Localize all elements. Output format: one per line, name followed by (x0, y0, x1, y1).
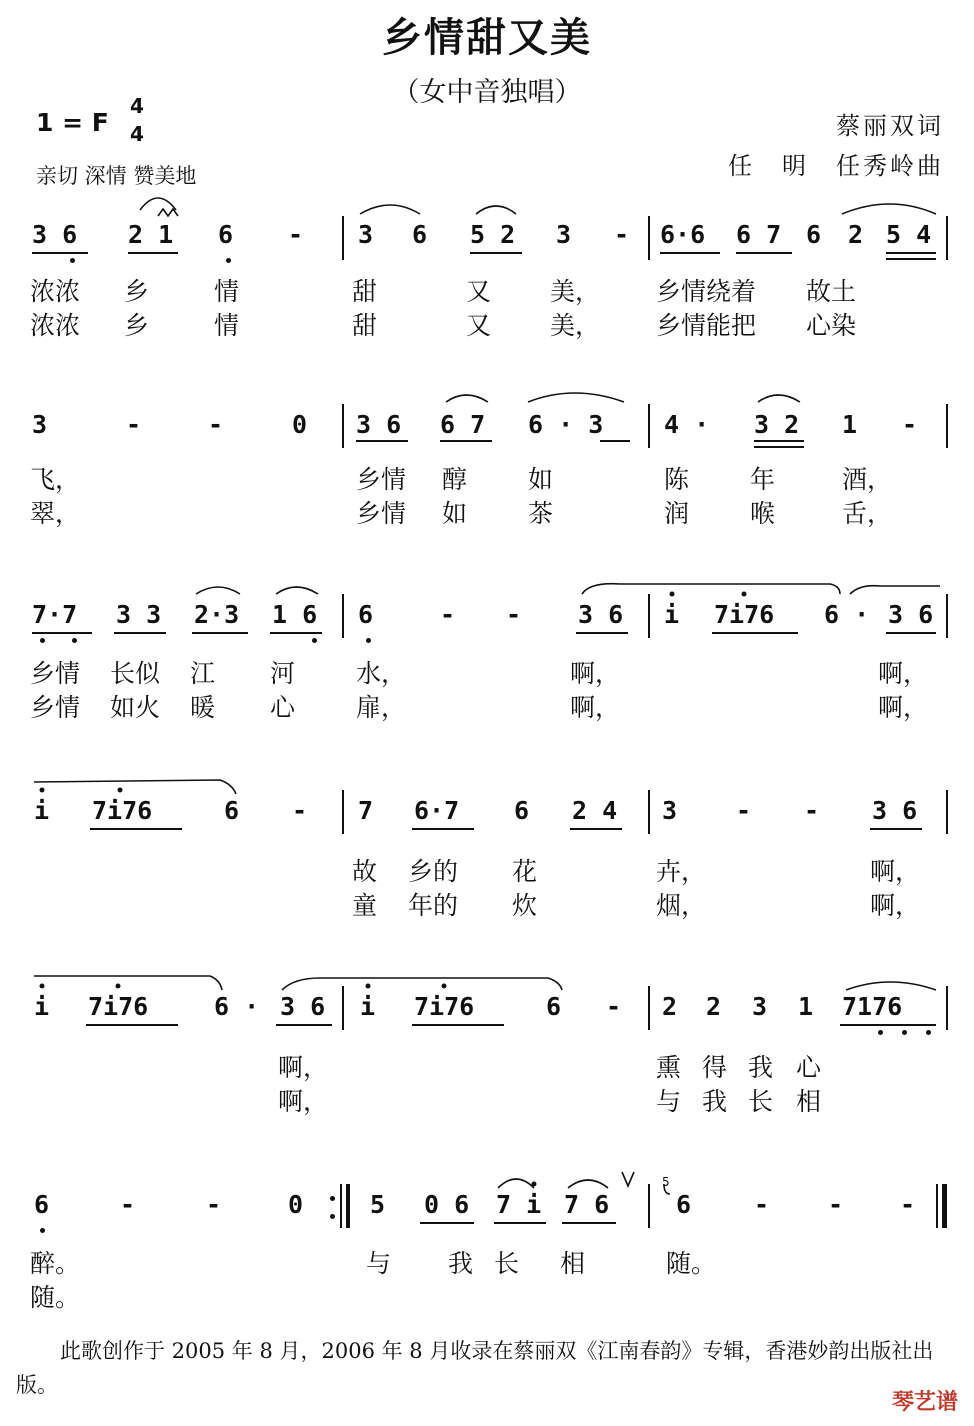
slur (476, 206, 516, 214)
breath-mark (622, 1172, 634, 1186)
slur (758, 395, 800, 402)
note: 6 (224, 796, 240, 825)
note: 2·3 (194, 600, 240, 629)
lyrics-row-4-verse-2 (30, 886, 950, 920)
high-octave-dot (532, 1182, 537, 1187)
high-octave-dot (670, 592, 675, 597)
note: - (614, 220, 630, 249)
lyrics-row-5-verse-2 (30, 1082, 950, 1116)
lyric: 心 (796, 1053, 822, 1082)
lyric: 乡的 (408, 857, 459, 886)
lyric: 陈 (664, 465, 690, 494)
low-octave-dot (312, 638, 317, 643)
note: 3 3 (116, 600, 162, 629)
underline (712, 632, 798, 634)
underline (128, 252, 178, 254)
slur (446, 395, 488, 402)
underline (494, 1222, 546, 1224)
slur (582, 584, 840, 594)
lyric: 又 (466, 277, 492, 306)
underline (86, 1024, 178, 1026)
lyric: 啊， (570, 659, 621, 688)
high-octave-dot (366, 984, 371, 989)
note: 6 (34, 1190, 50, 1219)
low-octave-dot (878, 1030, 883, 1035)
lyrics-row-1-verse-1 (30, 272, 950, 306)
note: - (206, 1190, 222, 1219)
slur (528, 393, 624, 402)
note: 3 2 (754, 410, 800, 439)
lyric: 喉 (750, 499, 776, 528)
lyric: 扉， (356, 693, 407, 722)
note: - (606, 992, 622, 1021)
note: 1 6 (272, 600, 318, 629)
note: - (440, 600, 456, 629)
lyric: 长 (748, 1087, 774, 1116)
lyrics-row-2-verse-1 (30, 460, 950, 494)
low-octave-dot (926, 1030, 931, 1035)
underline (192, 632, 248, 634)
note: 7176 (842, 992, 903, 1021)
lyric: 故土 (806, 277, 857, 306)
underline (412, 828, 474, 830)
underline (576, 632, 628, 634)
note: - (208, 410, 224, 439)
lyric: 又 (466, 311, 492, 340)
lyric: 甜 (352, 277, 378, 306)
note: 0 (292, 410, 308, 439)
barline (342, 216, 344, 260)
slur (282, 978, 562, 990)
lyrics-row-6-verse-1 (30, 1244, 950, 1278)
note: 1 (798, 992, 814, 1021)
note: - (292, 796, 308, 825)
lyric: 醉。 (30, 1249, 81, 1278)
note: - (902, 410, 918, 439)
key-signature: 1 = F (36, 108, 109, 137)
underline (870, 828, 922, 830)
final-barline (936, 1184, 938, 1228)
repeat-dot (330, 1196, 335, 1201)
lyrics-row-6-verse-2 (30, 1278, 950, 1312)
note: 2 (662, 992, 678, 1021)
underline (886, 258, 936, 260)
barline (946, 986, 948, 1030)
repeat-barline (346, 1184, 350, 1228)
note: 7i76 (88, 992, 149, 1021)
high-octave-dot (742, 592, 747, 597)
note: 3 6 (872, 796, 918, 825)
note: 7·7 (32, 600, 78, 629)
note: 3 6 (280, 992, 326, 1021)
lyric: 水， (356, 659, 407, 688)
lyric: 长似 (110, 659, 161, 688)
underline (420, 1222, 474, 1224)
barline (648, 594, 650, 638)
lyric: 河 (270, 659, 296, 688)
time-signature-top: 4 (130, 94, 144, 118)
barline (648, 404, 650, 448)
slur (360, 205, 420, 214)
repeat-dot (330, 1214, 335, 1219)
slur (498, 1179, 534, 1188)
notation-row-3 (30, 600, 950, 640)
footnote: 此歌创作于 2005 年 8 月，2006 年 8 月收录在蔡丽双《江南春韵》专辑，香港妙韵出版社出版。 (16, 1339, 934, 1397)
lyric: 啊， (278, 1053, 329, 1082)
slur (34, 780, 236, 794)
lyrics-row-1-verse-2 (30, 306, 950, 340)
lyric: 花 (512, 857, 538, 886)
underline (660, 252, 720, 254)
underline (276, 1024, 332, 1026)
note: - (736, 796, 752, 825)
lyric: 相 (560, 1249, 586, 1278)
note: 1 (842, 410, 858, 439)
lyric: 乡情能把 (656, 311, 757, 340)
note: 6 7 (440, 410, 486, 439)
lyric: 啊， (278, 1087, 329, 1116)
lyric: 故 (352, 857, 378, 886)
note: i (34, 992, 50, 1021)
barline (946, 790, 948, 834)
slur (846, 982, 936, 990)
note: 0 (288, 1190, 304, 1219)
barline (342, 594, 344, 638)
note: 3 (32, 410, 48, 439)
note: 6 · (214, 992, 260, 1021)
note: - (804, 796, 820, 825)
lyric: 烟， (656, 891, 707, 920)
lyric: 卉， (656, 857, 707, 886)
note: 6 · 3 (528, 410, 604, 439)
lyric: 翠， (30, 499, 81, 528)
note: 7 6 (564, 1190, 610, 1219)
lyric: 甜 (352, 311, 378, 340)
high-octave-dot (40, 788, 45, 793)
slur (842, 204, 936, 214)
barline (946, 216, 948, 260)
note: - (754, 1190, 770, 1219)
lyric: 如 (442, 499, 468, 528)
note: 5 (370, 1190, 386, 1219)
lyric: 茶 (528, 499, 554, 528)
note: 2 4 (572, 796, 618, 825)
slur (850, 586, 940, 594)
lyric: 酒， (842, 465, 893, 494)
lyrics-row-5-verse-1 (30, 1048, 950, 1082)
note: 2 (848, 220, 864, 249)
lyric: 浓浓 (30, 311, 81, 340)
note: 6 7 (736, 220, 782, 249)
note: 6 (514, 796, 530, 825)
underline (270, 632, 322, 634)
lyric: 乡情绕着 (656, 277, 757, 306)
site-logo: 琴艺谱 (891, 1390, 958, 1415)
lyric: 润 (664, 499, 690, 528)
lyric: 飞， (30, 465, 81, 494)
note: i (34, 796, 50, 825)
lyric: 啊， (870, 857, 921, 886)
lyric: 啊， (878, 659, 929, 688)
lyric: 与 (366, 1249, 392, 1278)
grace-note: 5 (662, 1175, 670, 1189)
lyric: 与 (656, 1087, 682, 1116)
lyric: 美， (550, 311, 601, 340)
lyric: 乡情 (30, 693, 81, 722)
barline (648, 1184, 650, 1228)
low-octave-dot (902, 1030, 907, 1035)
lyric: 醇 (442, 465, 468, 494)
lyric: 啊， (570, 693, 621, 722)
low-octave-dot (40, 638, 45, 643)
barline (946, 404, 948, 448)
slur (34, 976, 222, 990)
note: 3 (358, 220, 374, 249)
lyric: 乡情 (356, 465, 407, 494)
song-title: 乡情甜又美 (382, 14, 592, 61)
note: 6 (546, 992, 562, 1021)
lyric: 我 (448, 1249, 474, 1278)
underline (470, 252, 522, 254)
barline (342, 404, 344, 448)
note: 7i76 (714, 600, 775, 629)
lyric: 得 (702, 1053, 728, 1082)
lyric: 童 (352, 891, 378, 920)
barline (946, 594, 948, 638)
lyric: 暖 (190, 693, 216, 722)
lyric: 炊 (512, 891, 538, 920)
lyric: 随。 (666, 1249, 717, 1278)
lyrics-row-3-verse-1 (30, 654, 950, 688)
low-octave-dot (366, 638, 371, 643)
lyric: 美， (550, 277, 601, 306)
underline (440, 440, 492, 442)
lyric: 如火 (110, 693, 161, 722)
note: 5 2 (470, 220, 516, 249)
lyric: 乡 (124, 311, 150, 340)
lyric: 情 (214, 311, 240, 340)
underline (114, 632, 166, 634)
note: 3 6 (32, 220, 78, 249)
underline (736, 252, 792, 254)
repeat-barline (340, 1184, 342, 1228)
note: 6·6 (660, 220, 706, 249)
low-octave-dot (226, 258, 231, 263)
lyric: 熏 (656, 1053, 682, 1082)
barline (648, 790, 650, 834)
barline (342, 790, 344, 834)
lyric: 相 (796, 1087, 822, 1116)
lyric: 年的 (408, 891, 459, 920)
underline (600, 440, 630, 442)
composer: 任 明 任秀岭曲 (728, 152, 944, 180)
notation-row-1 (30, 220, 950, 260)
mordent-mark (158, 209, 178, 216)
low-octave-dot (70, 258, 75, 263)
underline (886, 632, 936, 634)
lyric: 江 (190, 659, 216, 688)
high-octave-dot (116, 984, 121, 989)
note: 3 (662, 796, 678, 825)
tempo-marking: 亲切 深情 赞美地 (36, 164, 197, 188)
lyric: 随。 (30, 1283, 81, 1312)
note: 0 6 (424, 1190, 470, 1219)
note: 3 6 (888, 600, 934, 629)
notation-row-4 (30, 796, 950, 836)
note: - (828, 1190, 844, 1219)
lyric: 心染 (806, 311, 857, 340)
note: 7 i (496, 1190, 542, 1219)
lyric: 我 (702, 1087, 728, 1116)
lyric: 我 (748, 1053, 774, 1082)
underline (356, 440, 408, 442)
barline (648, 216, 650, 260)
note: 2 1 (128, 220, 174, 249)
lyric: 舌， (842, 499, 893, 528)
high-octave-dot (118, 788, 123, 793)
note: 7i76 (414, 992, 475, 1021)
lyric: 乡情 (30, 659, 81, 688)
note: 6 (218, 220, 234, 249)
underline (32, 252, 88, 254)
high-octave-dot (442, 984, 447, 989)
lyric: 年 (750, 465, 776, 494)
underline (90, 828, 182, 830)
lyricist: 蔡丽双词 (836, 112, 944, 140)
notation-row-6 (30, 1190, 950, 1230)
underline (754, 446, 804, 448)
underline (562, 1222, 616, 1224)
underline (570, 828, 622, 830)
note: 6 (358, 600, 374, 629)
note: 3 (752, 992, 768, 1021)
time-signature-bottom: 4 (130, 122, 144, 146)
slur (140, 198, 176, 210)
lyrics-row-4-verse-1 (30, 852, 950, 886)
barline (648, 986, 650, 1030)
underline (754, 440, 804, 442)
final-barline (942, 1184, 947, 1228)
note: i (360, 992, 376, 1021)
lyric: 长 (494, 1249, 520, 1278)
underline (840, 1024, 936, 1026)
note: 6·7 (414, 796, 460, 825)
note: 4 · (664, 410, 710, 439)
lyric: 乡 (124, 277, 150, 306)
note: i (664, 600, 680, 629)
lyric: 啊， (878, 693, 929, 722)
low-octave-dot (40, 1228, 45, 1233)
lyric: 如 (528, 465, 554, 494)
note: 7i76 (92, 796, 153, 825)
note: - (288, 220, 304, 249)
song-subtitle: （女中音独唱） (392, 77, 582, 108)
slur (196, 587, 240, 594)
note: 6 · (824, 600, 870, 629)
barline (342, 986, 344, 1030)
note: 5 4 (886, 220, 932, 249)
lyric: 啊， (870, 891, 921, 920)
note: 6 (806, 220, 822, 249)
lyrics-row-3-verse-2 (30, 688, 950, 722)
lyrics-row-2-verse-2 (30, 494, 950, 528)
note: 6 (412, 220, 428, 249)
note: 2 (706, 992, 722, 1021)
lyric: 情 (214, 277, 240, 306)
note: 6 (676, 1190, 692, 1219)
underline (886, 252, 936, 254)
note: 7 (358, 796, 374, 825)
lyric: 心 (270, 693, 296, 722)
slur (568, 1180, 608, 1188)
underline (32, 632, 92, 634)
lyric: 浓浓 (30, 277, 81, 306)
note: - (506, 600, 522, 629)
notation-row-5 (30, 992, 950, 1032)
note: 3 6 (356, 410, 402, 439)
note: - (120, 1190, 136, 1219)
lyric: 乡情 (356, 499, 407, 528)
note: - (900, 1190, 916, 1219)
note: - (126, 410, 142, 439)
note: 3 (556, 220, 572, 249)
note: 3 6 (578, 600, 624, 629)
slur (276, 587, 318, 594)
underline (412, 1024, 504, 1026)
notation-row-2 (30, 410, 950, 450)
high-octave-dot (40, 984, 45, 989)
low-octave-dot (72, 638, 77, 643)
